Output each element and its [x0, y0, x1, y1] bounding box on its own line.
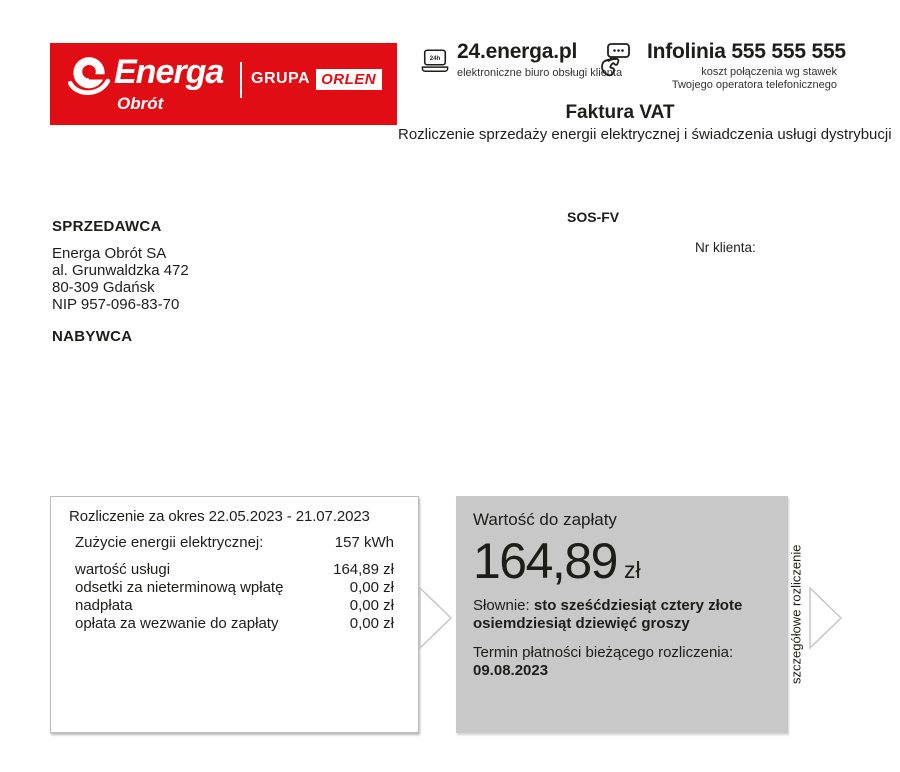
- brand-division: Obrót: [117, 94, 164, 113]
- row-label: wartość usługi: [75, 561, 171, 578]
- amount-in-words: [473, 597, 747, 632]
- logo-divider: [240, 62, 242, 98]
- seller-address-line2: 80-309 Gdańsk: [52, 279, 155, 296]
- brand-name: Energa: [114, 53, 224, 91]
- grupa-label: GRUPA: [251, 70, 311, 87]
- portal-subtitle: elektroniczne biuro obsługi klienta: [457, 67, 623, 79]
- in-words-label: Słownie:: [473, 597, 534, 614]
- badge-24h-label: 24h: [429, 56, 441, 63]
- grupa-orlen-logo: [251, 67, 382, 91]
- infoline-number: Infolinia 555 555 555: [647, 40, 846, 63]
- row-label: opłata za wezwanie do zapłaty: [75, 615, 279, 632]
- energa-logo-icon: [66, 54, 112, 104]
- payment-title: Wartość do zapłaty: [473, 510, 617, 529]
- detailed-settlement-note: szczegółowe rozliczenie: [788, 544, 804, 685]
- settlement-row: [75, 615, 394, 633]
- settlement-rows: [69, 561, 394, 633]
- settlement-row: [75, 597, 394, 615]
- seller-label: SPRZEDAWCA: [52, 218, 162, 235]
- seller-nip: NIP 957-096-83-70: [52, 296, 180, 313]
- in-words-text: sto sześćdziesiąt cztery złote osiemdziesiąt dziewięć groszy: [473, 597, 743, 632]
- settlement-box: [50, 496, 419, 733]
- portal-url: 24.energa.pl: [457, 40, 578, 63]
- infoline-note-line1: koszt połączenia wg stawek: [701, 66, 837, 78]
- amount-currency: zł: [623, 557, 641, 583]
- settlement-row: [75, 579, 394, 597]
- payment-box: [456, 496, 788, 733]
- row-label: nadpłata: [75, 597, 133, 614]
- infoline-note-line2: Twojego operatora telefonicznego: [671, 78, 837, 91]
- laptop-24h-icon: [421, 45, 449, 77]
- row-value: 164,89 zł: [333, 561, 394, 578]
- due-date: 09.08.2023: [473, 661, 549, 679]
- document-title: Faktura VAT: [565, 102, 675, 123]
- seller-address-line1: al. Grunwaldzka 472: [52, 262, 189, 279]
- orlen-logo: ORLEN: [316, 69, 382, 90]
- next-arrow-icon: [419, 586, 453, 650]
- usage-row: [69, 534, 394, 551]
- settlement-period: Rozliczenie za okres 22.05.2023 - 21.07.2023: [69, 508, 370, 525]
- amount-row: [473, 535, 770, 587]
- phone-infoline-icon: [598, 42, 632, 80]
- row-label: odsetki za nieterminową wpłatę: [75, 579, 284, 596]
- document-titles: [398, 102, 892, 143]
- seller-name: Energa Obrót SA: [52, 245, 167, 262]
- payment-due: [473, 644, 770, 679]
- infoline-note: [672, 66, 837, 91]
- usage-value: 157 kWh: [334, 534, 394, 551]
- buyer-label: NABYWCA: [52, 328, 133, 345]
- document-code: SOS-FV: [567, 209, 620, 225]
- seller-section: [52, 218, 189, 313]
- settlement-row: [75, 561, 394, 579]
- client-number-label: Nr klienta:: [695, 240, 756, 255]
- amount-value: 164,89: [473, 533, 617, 589]
- energa-logo: [50, 43, 397, 125]
- row-value: 0,00 zł: [349, 597, 394, 614]
- document-subtitle: Rozliczenie sprzedaży energii elektrycznej i świadczenia usługi dystrybucji: [398, 126, 892, 143]
- usage-label: Zużycie energii elektrycznej:: [75, 534, 264, 551]
- due-label: Termin płatności bieżącego rozliczenia:: [473, 644, 734, 661]
- next-arrow-icon: [809, 586, 843, 650]
- row-value: 0,00 zł: [349, 615, 394, 632]
- row-value: 0,00 zł: [349, 579, 394, 596]
